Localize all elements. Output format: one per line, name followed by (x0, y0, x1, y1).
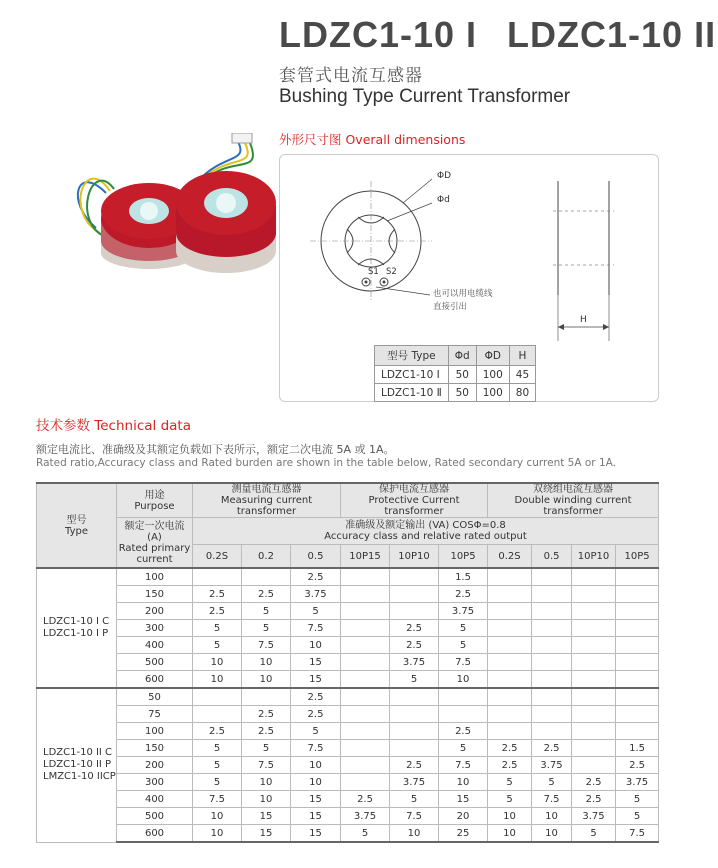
burden-value-cell: 7.5 (390, 808, 439, 825)
header-type-en: Type (65, 525, 88, 537)
table-row (37, 620, 659, 637)
burden-value-cell: 5 (439, 620, 488, 637)
burden-value-cell: 10 (390, 825, 439, 843)
burden-value-cell: 15 (291, 671, 341, 689)
burden-value-cell: 15 (242, 808, 291, 825)
burden-value-cell: 3.75 (390, 774, 439, 791)
cable-note-line-1: 也可以用电缆线 (433, 289, 493, 299)
burden-value-cell (390, 603, 439, 620)
burden-value-cell (193, 568, 242, 586)
product-photo (36, 133, 276, 283)
burden-value-cell (341, 654, 390, 671)
burden-value-cell (341, 568, 390, 586)
technical-data-table (36, 482, 659, 843)
burden-value-cell: 10 (439, 774, 488, 791)
dim-cell: LDZC1-10 Ⅰ (375, 366, 449, 384)
burden-value-cell: 3.75 (439, 603, 488, 620)
burden-value-cell: 3.75 (341, 808, 390, 825)
burden-value-cell (488, 568, 532, 586)
burden-value-cell: 2.5 (291, 568, 341, 586)
burden-value-cell: 5 (390, 791, 439, 808)
table-row (37, 586, 659, 603)
table-row (37, 603, 659, 620)
header-measuring-cn: 测量电流互感器 (231, 484, 302, 495)
header-accuracy (193, 518, 659, 545)
accuracy-class-header: 0.5 (291, 545, 341, 569)
burden-value-cell (572, 723, 616, 740)
burden-value-cell (488, 723, 532, 740)
burden-value-cell: 25 (439, 825, 488, 843)
burden-value-cell (572, 671, 616, 689)
burden-value-cell: 2.5 (193, 603, 242, 620)
burden-value-cell: 5 (193, 757, 242, 774)
model-name: LDZC1-10 II P (43, 759, 112, 771)
primary-current-cell: 500 (117, 654, 193, 671)
burden-value-cell (488, 671, 532, 689)
burden-value-cell: 2.5 (488, 740, 532, 757)
burden-value-cell: 2.5 (532, 740, 572, 757)
accuracy-class-header: 10P10 (572, 545, 616, 569)
burden-value-cell (488, 688, 532, 706)
dim-header-height: H (509, 346, 535, 366)
burden-value-cell: 2.5 (616, 757, 659, 774)
burden-value-cell: 2.5 (439, 586, 488, 603)
burden-value-cell: 7.5 (291, 740, 341, 757)
technical-note-english: Rated ratio,Accuracy class and Rated burden are shown in the table below, Rated secondary current 5A or 1A. (36, 457, 616, 469)
dim-cell: 100 (476, 366, 509, 384)
burden-value-cell: 2.5 (488, 757, 532, 774)
primary-current-cell: 300 (117, 620, 193, 637)
burden-value-cell (572, 654, 616, 671)
terminal-s1-label: S1 (368, 267, 379, 277)
burden-value-cell (572, 568, 616, 586)
burden-value-cell (616, 654, 659, 671)
burden-value-cell: 7.5 (242, 637, 291, 654)
header-primary-en: Rated primary current (118, 542, 191, 565)
header-primary-unit: (A) (147, 531, 162, 543)
model-name: LDZC1-10 II C (43, 747, 113, 759)
burden-value-cell: 7.5 (439, 757, 488, 774)
burden-value-cell: 3.75 (390, 654, 439, 671)
header-protective-cn: 保护电流互感器 (379, 484, 450, 495)
header-double-winding (488, 483, 659, 518)
burden-value-cell (341, 671, 390, 689)
burden-value-cell (488, 586, 532, 603)
burden-value-cell: 5 (439, 740, 488, 757)
burden-value-cell (532, 671, 572, 689)
primary-current-cell: 150 (117, 740, 193, 757)
header-primary-current (117, 518, 193, 569)
title-model-1: LDZC1-10 I (279, 14, 478, 55)
accuracy-class-header: 10P10 (390, 545, 439, 569)
header-measuring-en: Measuring current transformer (220, 495, 313, 517)
primary-current-cell: 400 (117, 637, 193, 654)
title-model-2: LDZC1-10 II (507, 14, 717, 55)
burden-value-cell: 2.5 (390, 620, 439, 637)
burden-value-cell (616, 568, 659, 586)
burden-value-cell: 15 (291, 791, 341, 808)
burden-value-cell: 10 (193, 654, 242, 671)
burden-value-cell (532, 603, 572, 620)
burden-value-cell (572, 620, 616, 637)
burden-value-cell: 5 (242, 620, 291, 637)
dimension-table-row (375, 366, 536, 384)
header-type (37, 483, 117, 568)
burden-value-cell: 5 (242, 740, 291, 757)
burden-value-cell (572, 706, 616, 723)
dim-header-type: 型号 Type (375, 346, 449, 366)
section-technical-data: 技术参数 Technical data (36, 418, 191, 434)
burden-value-cell (488, 706, 532, 723)
burden-value-cell: 5 (488, 791, 532, 808)
burden-value-cell: 10 (242, 791, 291, 808)
primary-current-cell: 500 (117, 808, 193, 825)
table-row (37, 791, 659, 808)
burden-value-cell (341, 688, 390, 706)
accuracy-class-header: 10P5 (439, 545, 488, 569)
table-row (37, 671, 659, 689)
burden-value-cell: 2.5 (572, 774, 616, 791)
burden-value-cell (341, 740, 390, 757)
burden-value-cell: 1.5 (439, 568, 488, 586)
burden-value-cell: 5 (242, 603, 291, 620)
primary-current-cell: 300 (117, 774, 193, 791)
accuracy-class-header: 0.5 (532, 545, 572, 569)
model-name: LDZC1-10 I P (43, 628, 109, 639)
burden-value-cell: 2.5 (341, 791, 390, 808)
header-type-cn: 型号 (66, 514, 87, 526)
burden-value-cell: 10 (532, 825, 572, 843)
burden-value-cell: 15 (291, 654, 341, 671)
burden-value-cell: 3.75 (616, 774, 659, 791)
subtitle-chinese: 套管式电流互感器 (279, 66, 423, 86)
burden-value-cell (390, 568, 439, 586)
burden-value-cell (488, 654, 532, 671)
header-accuracy-en: Accuracy class and relative rated output (324, 531, 527, 542)
accuracy-class-header: 0.2 (242, 545, 291, 569)
burden-value-cell (532, 654, 572, 671)
header-double-en: Double winding current transformer (514, 495, 632, 517)
terminal-s2-label: S2 (386, 267, 397, 277)
header-protective (341, 483, 488, 518)
burden-value-cell: 7.5 (439, 654, 488, 671)
dim-cell: 45 (509, 366, 535, 384)
burden-value-cell (616, 620, 659, 637)
burden-value-cell: 5 (193, 774, 242, 791)
burden-value-cell: 15 (291, 808, 341, 825)
inner-diameter-label: Φd (437, 195, 450, 205)
burden-value-cell (390, 688, 439, 706)
burden-value-cell: 10 (488, 808, 532, 825)
table-row (37, 757, 659, 774)
burden-value-cell: 2.5 (572, 791, 616, 808)
burden-value-cell: 5 (291, 603, 341, 620)
burden-value-cell: 5 (572, 825, 616, 843)
burden-value-cell: 3.75 (572, 808, 616, 825)
header-accuracy-cn: 准确级及额定输出 (VA) COSΦ=0.8 (345, 520, 506, 531)
burden-value-cell: 7.5 (193, 791, 242, 808)
burden-value-cell (390, 740, 439, 757)
section-overall-dimensions: 外形尺寸图 Overall dimensions (279, 132, 466, 147)
burden-value-cell: 3.75 (291, 586, 341, 603)
burden-value-cell: 2.5 (291, 688, 341, 706)
page-title (279, 14, 716, 56)
primary-current-cell: 600 (117, 825, 193, 843)
burden-value-cell (532, 568, 572, 586)
table-row (37, 654, 659, 671)
burden-value-cell: 5 (341, 825, 390, 843)
burden-value-cell (532, 586, 572, 603)
burden-value-cell: 7.5 (532, 791, 572, 808)
dim-cell: LDZC1-10 Ⅱ (375, 384, 449, 402)
burden-value-cell: 2.5 (291, 706, 341, 723)
burden-value-cell (341, 757, 390, 774)
burden-value-cell: 2.5 (439, 723, 488, 740)
burden-value-cell (439, 706, 488, 723)
burden-value-cell: 10 (242, 774, 291, 791)
burden-value-cell (532, 620, 572, 637)
burden-value-cell (488, 603, 532, 620)
burden-value-cell: 10 (291, 637, 341, 654)
table-row (37, 568, 659, 586)
burden-value-cell: 10 (291, 757, 341, 774)
burden-value-cell: 10 (193, 825, 242, 843)
burden-value-cell (616, 671, 659, 689)
burden-value-cell: 5 (291, 723, 341, 740)
dimension-drawing-panel (279, 154, 659, 402)
table-row (37, 688, 659, 706)
dimension-table-row (375, 384, 536, 402)
burden-value-cell (572, 603, 616, 620)
burden-value-cell: 10 (488, 825, 532, 843)
dim-cell: 100 (476, 384, 509, 402)
burden-value-cell (616, 637, 659, 654)
table-row (37, 706, 659, 723)
table-row (37, 825, 659, 843)
burden-value-cell: 10 (439, 671, 488, 689)
dimension-table-header (375, 346, 536, 366)
primary-current-cell: 100 (117, 568, 193, 586)
height-label: H (580, 315, 587, 325)
burden-value-cell: 10 (242, 671, 291, 689)
primary-current-cell: 400 (117, 791, 193, 808)
burden-value-cell (488, 620, 532, 637)
header-row-purpose (37, 483, 659, 518)
accuracy-class-header: 0.2S (193, 545, 242, 569)
burden-value-cell: 10 (193, 808, 242, 825)
primary-current-cell: 50 (117, 688, 193, 706)
burden-value-cell (341, 603, 390, 620)
burden-value-cell: 5 (193, 740, 242, 757)
burden-value-cell (616, 723, 659, 740)
dim-header-inner-d: Φd (448, 346, 476, 366)
primary-current-cell: 75 (117, 706, 193, 723)
burden-value-cell (341, 620, 390, 637)
burden-value-cell (616, 688, 659, 706)
burden-value-cell: 5 (488, 774, 532, 791)
model-name: LDZC1-10 I C (43, 616, 110, 627)
table-row (37, 637, 659, 654)
burden-value-cell: 10 (193, 671, 242, 689)
burden-value-cell (390, 723, 439, 740)
burden-value-cell: 5 (616, 808, 659, 825)
dim-cell: 50 (448, 366, 476, 384)
primary-current-cell: 200 (117, 603, 193, 620)
burden-value-cell (616, 603, 659, 620)
burden-value-cell: 15 (242, 825, 291, 843)
burden-value-cell (193, 706, 242, 723)
burden-value-cell (572, 757, 616, 774)
burden-value-cell: 10 (532, 808, 572, 825)
table-row (37, 723, 659, 740)
burden-value-cell (242, 688, 291, 706)
burden-value-cell: 2.5 (390, 757, 439, 774)
burden-value-cell (532, 706, 572, 723)
header-purpose (117, 483, 193, 518)
burden-value-cell: 7.5 (291, 620, 341, 637)
burden-value-cell (616, 706, 659, 723)
burden-value-cell (341, 723, 390, 740)
burden-value-cell: 5 (390, 671, 439, 689)
burden-value-cell (390, 706, 439, 723)
burden-value-cell: 5 (193, 620, 242, 637)
primary-current-cell: 200 (117, 757, 193, 774)
technical-note-chinese: 额定电流比、准确级及其额定负载如下表所示，额定二次电流 5A 或 1A。 (36, 443, 395, 456)
burden-value-cell: 10 (291, 774, 341, 791)
burden-value-cell: 15 (439, 791, 488, 808)
burden-value-cell: 10 (242, 654, 291, 671)
burden-value-cell (572, 688, 616, 706)
table-row (37, 774, 659, 791)
header-protective-en: Protective Current transformer (368, 495, 460, 517)
burden-value-cell: 2.5 (193, 723, 242, 740)
burden-value-cell: 2.5 (242, 586, 291, 603)
burden-value-cell: 7.5 (616, 825, 659, 843)
accuracy-class-header: 10P15 (341, 545, 390, 569)
burden-value-cell: 15 (291, 825, 341, 843)
primary-current-cell: 600 (117, 671, 193, 689)
model-name: LMZC1-10 IICP (43, 771, 116, 783)
burden-value-cell (572, 586, 616, 603)
table-row (37, 808, 659, 825)
header-purpose-cn: 用途 (144, 489, 165, 501)
outer-diameter-label: ΦD (437, 171, 452, 181)
cable-note-line-2: 直接引出 (433, 302, 468, 312)
subtitle-english: Bushing Type Current Transformer (279, 86, 571, 107)
header-primary-cn: 额定一次电流 (124, 520, 185, 532)
burden-value-cell (532, 688, 572, 706)
primary-current-cell: 100 (117, 723, 193, 740)
model-cell (37, 568, 117, 688)
dimension-table (374, 345, 536, 402)
burden-value-cell: 5 (439, 637, 488, 654)
dim-cell: 80 (509, 384, 535, 402)
burden-value-cell (390, 586, 439, 603)
burden-value-cell: 1.5 (616, 740, 659, 757)
header-purpose-en: Purpose (134, 500, 175, 512)
header-row-accuracy (37, 518, 659, 545)
primary-current-cell: 150 (117, 586, 193, 603)
burden-value-cell (616, 586, 659, 603)
burden-value-cell: 7.5 (242, 757, 291, 774)
model-cell (37, 688, 117, 842)
burden-value-cell: 5 (616, 791, 659, 808)
burden-value-cell (439, 688, 488, 706)
burden-value-cell (532, 637, 572, 654)
accuracy-class-header: 0.2S (488, 545, 532, 569)
burden-value-cell: 20 (439, 808, 488, 825)
burden-value-cell: 5 (193, 637, 242, 654)
burden-value-cell (341, 586, 390, 603)
header-measuring (193, 483, 341, 518)
burden-value-cell (193, 688, 242, 706)
burden-value-cell (341, 637, 390, 654)
technical-data-body (37, 568, 659, 842)
burden-value-cell (532, 723, 572, 740)
burden-value-cell (242, 568, 291, 586)
header-double-cn: 双绕组电流互感器 (533, 484, 614, 495)
burden-value-cell: 2.5 (193, 586, 242, 603)
dim-header-outer-d: ΦD (476, 346, 509, 366)
table-row (37, 740, 659, 757)
burden-value-cell: 3.75 (532, 757, 572, 774)
burden-value-cell: 2.5 (242, 723, 291, 740)
burden-value-cell (488, 637, 532, 654)
burden-value-cell (572, 740, 616, 757)
dim-cell: 50 (448, 384, 476, 402)
burden-value-cell (341, 774, 390, 791)
burden-value-cell (341, 706, 390, 723)
burden-value-cell: 2.5 (390, 637, 439, 654)
accuracy-class-header: 10P5 (616, 545, 659, 569)
burden-value-cell (572, 637, 616, 654)
burden-value-cell: 2.5 (242, 706, 291, 723)
burden-value-cell: 5 (532, 774, 572, 791)
